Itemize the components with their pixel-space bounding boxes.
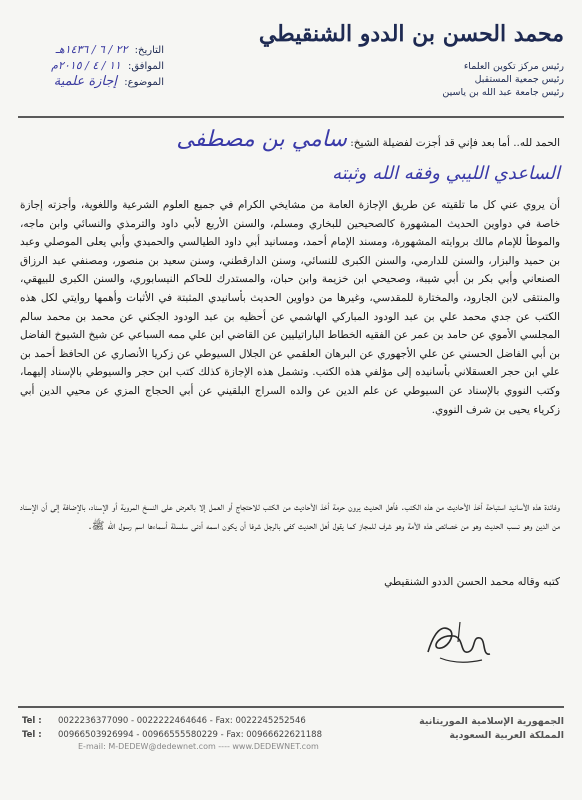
signature-mark <box>420 612 500 672</box>
body-paragraph: أن يروي عني كل ما تلقيته عن طريق الإجازة العامة من مشايخي الكرام في جميع العلوم الشرعية واللغوية، وأجزته إجازة خاصة في دواوين الحديث المشهورة كالصحيحين للبخاري ومسلم، والسنن الأربع لأبي داود والترمذي والنسائي وابن ماجه، والموطأ للإمام مالك بروايته المشهورة، ومسند الإمام أحمد، ومسانيد أبي داود الطيالسي والحميدي وأبي يعلى الموصلي وعبد بن حميد والبزار، والسنن للدارمي، والسنن الكبرى للنسائي، وسنن الدارقطني، وسنن سعيد بن منصور، ومصنفي عبد الرزاق الصنعاني وأبي بكر بن أبي شيبة، وصحيحي ابن خزيمة وابن حبان، والمستدرك للحاكم النيسابوري، والسنن الكبرى للبيهقي، والمنتقى لابن الجارود، والمختارة للمقدسي، وغيرها من دواوين الحديث بأسانيدي المثبتة في الأثبات وأهمها روايتي لكل هذه الكتب عن جدي محمد علي بن عبد الودود المباركي الهاشمي عن أحظيه بن عبد الودود الجكني عن محمد بن محمد سالم المجلسي الأموي عن حامد بن عمر عن الفقيه الخطاط الباراتيليين عن القاضي ابن علي ممه السباعي عن شيخ الشيوخ الفاضل بن أبي الفاضل الحسني عن علي الأجهوري عن البرهان العلقمي عن الجلال السيوطي عن زكريا الأنصاري عن الحافظ أحمد بن علي ابن حجر العسقلاني بأسانيده إلى مؤلفي هذه الكتب. وتشمل هذه الإجازة كذلك كتب ابن حجر والسيوطي بالإسناد إليهما، وكتب النووي بالإسناد عن السيوطي عن علم الدين عن والده السراج البلقيني عن أبي الحجاج المزي عن محيي الدين أبي زكرياء يحيى بن شرف النووي. <box>20 199 560 416</box>
corresponding-date-label: الموافق: <box>127 61 164 72</box>
mauritania-phones: 0022236377090 - 0022222464646 - Fax: 0022245252546 <box>58 716 306 726</box>
saudi-label: المملكة العربية السعودية <box>449 730 564 741</box>
date-row <box>14 42 164 58</box>
saudi-phones: 00966503926994 - 00966555580229 - Fax: 00966622621188 <box>58 730 322 740</box>
sheikh-name-logo: محمد الحسن بن الددو الشنقيطي <box>258 21 564 47</box>
tel-label: Tel : <box>22 716 42 726</box>
greeting-text: الحمد لله.. أما بعد فإني قد أجزت لفضيلة الشيخ: <box>350 137 560 149</box>
header-divider <box>18 116 564 118</box>
subject-row <box>14 74 164 90</box>
title-line: رئيس مركز تكوين العلماء <box>463 61 564 72</box>
title-line: رئيس جمعية المستقبل <box>474 74 564 85</box>
date-value: ٢٢ / ٦ / ١٤٣٦هـ <box>55 43 128 56</box>
footer-contacts <box>18 706 564 796</box>
date-label: التاريخ: <box>134 45 164 56</box>
tel-label: Tel : <box>22 730 42 740</box>
greeting-line <box>20 126 560 154</box>
letterhead <box>258 14 564 99</box>
title-line: رئيس جامعة عبد الله بن ياسين <box>442 87 564 98</box>
footer-email-web: E-mail: M-DEDEW@dedewnet.com ---- www.DEDEWNET.com <box>78 742 319 751</box>
subject-label: الموضوع: <box>124 77 164 88</box>
corresponding-date-row <box>14 58 164 74</box>
greeting-line-2 <box>20 160 560 188</box>
grantee-name: سامي بن مصطفى <box>176 127 347 152</box>
grantee-name-continued: الساعدي الليبي وفقه الله وثبته <box>332 163 560 184</box>
body-paragraph: وفائدة هذه الأسانيد استباحة أخذ الأحاديث من هذه الكتب. فأهل الحديث يرون حرمة أخذ الأحاديث من الكتب للاحتجاج أو العمل إلا بالعرض على النسخ المروية أو الإسناد، بالإضافة إلى أن الإسناد من الدين وهو نسب الحديث وهو من خصائص هذه الأمة وهو شرف للمجاز كما يقول أهل الحديث كفى بالرجل شرفا أن يكون اسمه أدنى سلسلة أسماءها اسم رسول الله ﷺ. <box>20 501 560 532</box>
greeting-block <box>20 126 560 188</box>
sheikh-titles <box>314 60 564 99</box>
footer-divider <box>18 706 564 708</box>
subject-value: إجازة علمية <box>53 74 118 89</box>
corresponding-date-value: ١١ / ٤ / ٢٠١٥م <box>51 59 121 72</box>
footer-row-mauritania <box>18 716 564 730</box>
signoff: كتبه وقاله محمد الحسن الددو الشنقيطي <box>384 576 560 588</box>
mauritania-label: الجمهورية الإسلامية الموريتانية <box>419 716 564 727</box>
document-meta <box>14 42 164 90</box>
